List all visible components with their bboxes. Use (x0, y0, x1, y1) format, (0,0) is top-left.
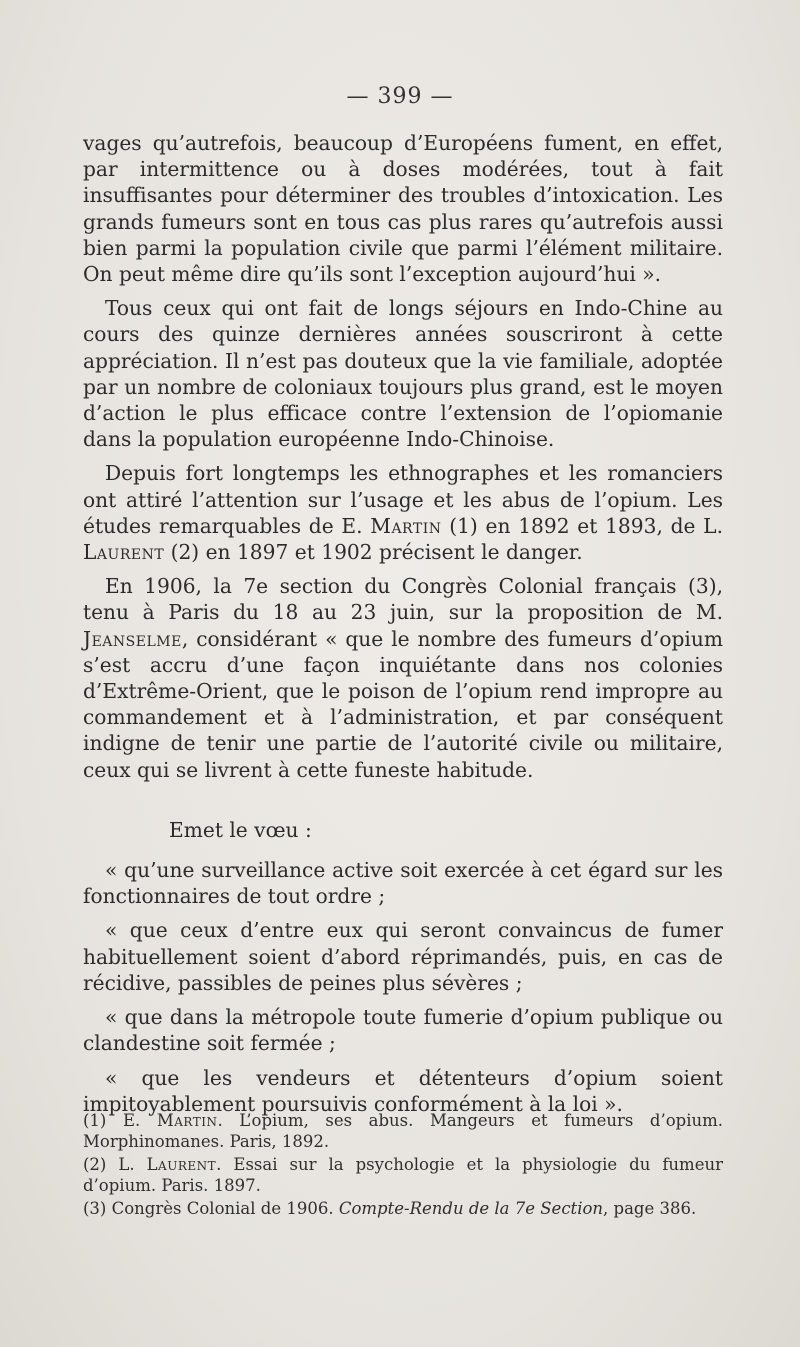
footnotes (83, 1110, 723, 1221)
body-text (83, 130, 723, 1125)
emet-le-voeu: Emet le vœu : (169, 817, 312, 842)
footnote-1 (83, 1110, 723, 1152)
p3-text-a: Depuis fort longtemps les ethnographes et les romanciers ont attiré l’attention sur l’usage et les abus de l’opium. Les études remarquables de E. (83, 461, 723, 538)
page-number: — 399 — (346, 84, 454, 109)
p3-text-b: (1) en 1892 et 1893, de L. (441, 513, 723, 538)
paragraph-ethnographers (83, 460, 723, 565)
footnote-1-b: . L’opium, ses abus. Mangeurs et fumeurs d’opium. Morphinomanes. Paris, 1892. (83, 1111, 723, 1151)
footnote-3 (83, 1198, 723, 1219)
paragraph-indochina: Tous ceux qui ont fait de longs séjours en Indo-Chine au cours des quinze dernières années souscriront à cette appréciation. Il n’est pas douteux que la vie familiale, adoptée par un nombre de coloniaux toujours plus grand, est le moyen d’action le plus efficace contre l’extension de l’opiomanie dans la population européenne Indo-Chinoise. (83, 296, 723, 452)
footnote-3-b: , page 386. (603, 1199, 697, 1218)
paragraph-congress (83, 573, 723, 783)
p3-text-c: (2) en 1897 et 1902 précisent le danger. (164, 540, 583, 565)
p4-text-b: , considérant « que le nombre des fumeurs d’opium s’est accru d’une façon inquiétante dans nos colonies d’Extrême-Orient, que le poison de l’opium rend impropre au commandement et à l’administration, et par conséquent indigne de tenir une partie de l’autorité civile ou militaire, ceux qui se livrent à cette funeste habitude. (83, 626, 723, 782)
footnote-2 (83, 1154, 723, 1196)
footnote-2-a: (2) L. (83, 1155, 147, 1174)
author-laurent: Laurent (83, 540, 165, 565)
footnote-3-title: Compte-Rendu de la 7e Section (338, 1199, 604, 1218)
author-jeanselme: Jeanselme (83, 626, 182, 651)
voeu-item: « que dans la métropole toute fumerie d’opium publique ou clandestine soit fermée ; (83, 1005, 723, 1056)
footnote-3-a: (3) Congrès Colonial de 1906. (83, 1199, 339, 1218)
p4-text-a: En 1906, la 7e section du Congrès Colonial français (3), tenu à Paris du 18 au 23 juin, sur la proposition de M. (83, 574, 723, 625)
voeu-item: « que les vendeurs et détenteurs d’opium soient impitoyablement poursuivis conformément à la loi ». (83, 1065, 723, 1116)
footnote-1-author: Martin (156, 1111, 218, 1130)
footnote-2-author: Laurent (146, 1155, 217, 1174)
footnote-1-a: (1) E. (83, 1111, 157, 1130)
paragraph-continuation: vages qu’autrefois, beaucoup d’Européens fument, en effet, par intermittence ou à doses modérées, tout à fait insuffisantes pour déterminer des troubles d’intoxication. Les grands fumeurs sont en tous cas plus rares qu’autrefois aussi bien parmi la population civile que parmi l’élément militaire. On peut même dire qu’ils sont l’exception aujourd’hui ». (83, 131, 723, 287)
author-martin: Martin (370, 513, 442, 538)
voeu-item: « qu’une surveillance active soit exercée à cet égard sur les fonctionnaires de tout ordre ; (83, 858, 723, 909)
footnote-2-b: . Essai sur la psychologie et la physiologie du fumeur d’opium. Paris. 1897. (83, 1155, 723, 1195)
voeu-item: « que ceux d’entre eux qui seront convaincus de fumer habituellement soient d’abord réprimandés, puis, en cas de récidive, passibles de peines plus sévères ; (83, 918, 723, 995)
